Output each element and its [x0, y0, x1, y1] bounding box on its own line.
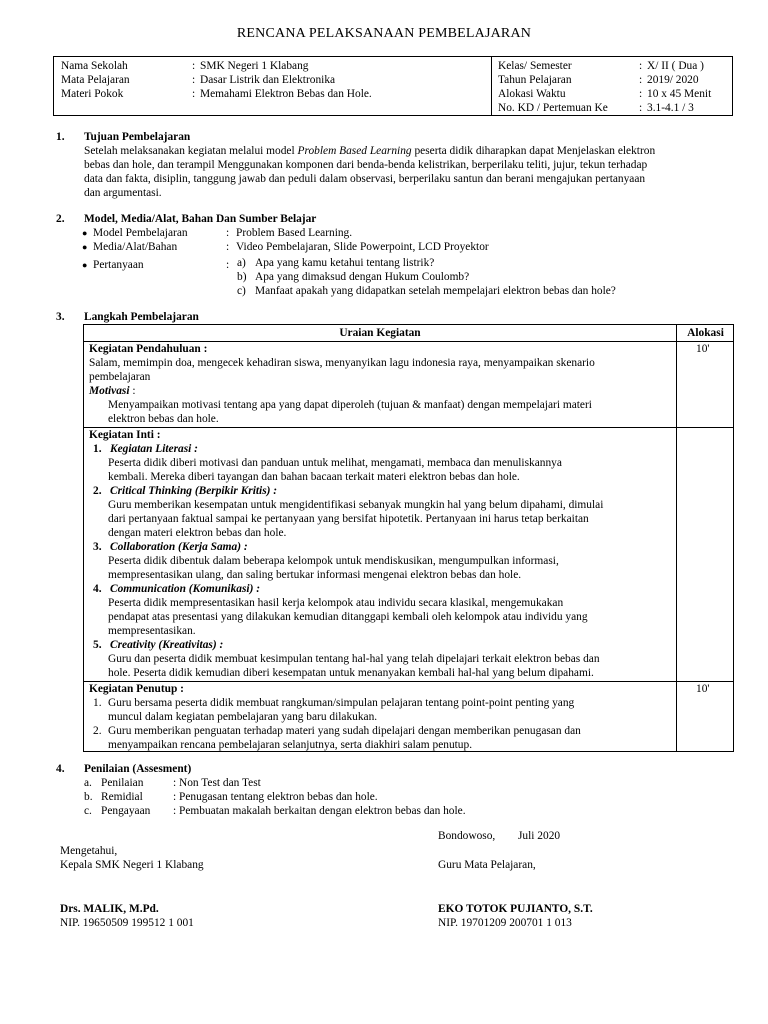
- principal-name: Drs. MALIK, M.Pd.: [60, 903, 159, 915]
- section-learning-objectives: [56, 130, 736, 204]
- assessment-label: Remidial: [101, 791, 143, 803]
- identity-right-column: [492, 57, 732, 115]
- time-value: 10 x 45 Menit: [647, 88, 712, 100]
- principal-title: Kepala SMK Negeri 1 Klabang: [60, 859, 204, 871]
- closing-number: 1.: [93, 697, 102, 709]
- class-value: X/ II ( Dua ): [647, 60, 704, 72]
- section-title: Penilaian (Assesment): [84, 763, 192, 775]
- step-line: hole. Peserta didik kemudian diberi kesempatan untuk menanyakan kembali hal-hal yang belum dipahami.: [108, 667, 594, 679]
- text-run: peserta didik diharapkan dapat Menjelaskan elektron: [411, 145, 656, 157]
- step-title-collaboration: Collaboration (Kerja Sama) :: [110, 541, 248, 553]
- bullet-icon: ●: [82, 242, 88, 252]
- question-letter: a): [237, 257, 246, 269]
- opening-line: pembelajaran: [89, 371, 151, 383]
- time-label: Alokasi Waktu: [498, 88, 566, 100]
- bullet-icon: ●: [82, 260, 88, 270]
- step-line: mempresentasikan ulang, dan saling bertukar informasi mengenai elektron bebas dan hole.: [108, 569, 522, 581]
- step-line: Peserta didik mempresentasikan hasil kerja kelompok atau individu secara klasikal, mengemukakan: [108, 597, 564, 609]
- question-text: Apa yang kamu ketahui tentang listrik?: [255, 257, 435, 269]
- teacher-nip: NIP. 19701209 200701 1 013: [438, 917, 572, 929]
- class-label: Kelas/ Semester: [498, 60, 572, 72]
- principal-nip: NIP. 19650509 199512 1 001: [60, 917, 194, 929]
- step-line: Guru memberikan kesempatan untuk mengidentifikasi sebanyak mungkin hal yang belum dipahami, dimulai: [108, 499, 604, 511]
- year-label: Tahun Pelajaran: [498, 74, 572, 86]
- column-divider: [676, 325, 677, 751]
- closing-line: Guru bersama peserta didik membuat rangkuman/simpulan pelajaran tentang point-point penting yang: [108, 697, 575, 709]
- section-assessment: [56, 762, 736, 820]
- model-name: Problem Based Learning: [297, 145, 412, 157]
- question-text: Manfaat apakah yang didapatkan setelah mempelajari elektron bebas dan hole?: [255, 285, 616, 297]
- acknowledged-label: Mengetahui,: [60, 845, 118, 857]
- assessment-label: Penilaian: [101, 777, 144, 789]
- step-number: 3.: [93, 541, 102, 553]
- step-line: kembali. Mereka diberi tayangan dan bahan bacaan terkait materi elektron bebas dan hole.: [108, 471, 520, 483]
- identity-table: [53, 56, 733, 116]
- teacher-name: EKO TOTOK PUJIANTO, S.T.: [438, 903, 593, 915]
- colon: :: [192, 74, 196, 86]
- activity-table: [83, 324, 734, 752]
- step-line: pendapat atas presentasi yang dilakukan kemudian ditanggapi kembali oleh kelompok atau individu yang: [108, 611, 588, 623]
- section-model-media: [56, 212, 736, 302]
- section-title: Langkah Pembelajaran: [84, 311, 199, 323]
- motivation-colon: :: [129, 385, 136, 397]
- step-line: Peserta didik dibentuk dalam beberapa kelompok untuk mendiskusikan, mengumpulkan informasi,: [108, 555, 559, 567]
- step-title-critical-thinking: Critical Thinking (Berpikir Kritis) :: [110, 485, 278, 497]
- identity-left-column: [54, 57, 492, 115]
- bullet-icon: ●: [82, 228, 88, 238]
- colon: :: [226, 241, 230, 253]
- item-label: Media/Alat/Bahan: [93, 241, 178, 253]
- teacher-title: Guru Mata Pelajaran,: [438, 859, 536, 871]
- step-line: Peserta didik diberi motivasi dan panduan untuk melihat, mengamati, membaca dan menuliskannya: [108, 457, 562, 469]
- row-divider: [84, 427, 733, 428]
- step-number: 1.: [93, 443, 102, 455]
- motivation-line: Menyampaikan motivasi tentang apa yang dapat diperoleh (tujuan & manfaat) dengan mempelajari materi: [108, 399, 592, 411]
- colon: :: [639, 60, 643, 72]
- section-number: 3.: [56, 311, 65, 323]
- section-learning-steps: [56, 310, 736, 324]
- closing-line: menyampaikan rencana pembelajaran selanjutnya, serta diakhiri salam penutup.: [108, 739, 473, 751]
- section-title: Model, Media/Alat, Bahan Dan Sumber Belajar: [84, 213, 317, 225]
- colon: :: [192, 60, 196, 72]
- subject-label: Mata Pelajaran: [61, 74, 130, 86]
- step-line: mempresentasikan.: [108, 625, 196, 637]
- question-letter: c): [237, 285, 246, 297]
- kd-label: No. KD / Pertemuan Ke: [498, 102, 608, 114]
- section-number: 1.: [56, 131, 65, 143]
- assessment-value: : Penugasan tentang elektron bebas dan hole.: [173, 791, 378, 803]
- closing-line: muncul dalam kegiatan pembelajaran yang baru dilakukan.: [108, 711, 378, 723]
- motivation-title: Motivasi: [89, 385, 130, 397]
- question-letter: b): [237, 271, 247, 283]
- objective-line: bebas dan hole, dan terampil Menggunakan komponen dari benda-benda kelistrikan, berperilaku teliti, jujur, tekun terhadap: [84, 159, 648, 171]
- column-header-allocation: Alokasi: [687, 327, 724, 339]
- school-label: Nama Sekolah: [61, 60, 128, 72]
- closing-line: Guru memberikan penguatan terhadap materi yang sudah dipelajari dengan memberikan penugasan dan: [108, 725, 581, 737]
- item-label: Model Pembelajaran: [93, 227, 188, 239]
- question-text: Apa yang dimaksud dengan Hukum Coulomb?: [255, 271, 470, 283]
- step-title-communication: Communication (Komunikasi) :: [110, 583, 261, 595]
- text-run: Setelah melaksanakan kegiatan melalui model: [84, 145, 298, 157]
- colon: :: [226, 227, 230, 239]
- assessment-value: : Pembuatan makalah berkaitan dengan elektron bebas dan hole.: [173, 805, 466, 817]
- item-label: Pertanyaan: [93, 259, 144, 271]
- step-number: 2.: [93, 485, 102, 497]
- step-title-literacy: Kegiatan Literasi :: [110, 443, 198, 455]
- step-line: Guru dan peserta didik membuat kesimpulan tentang hal-hal yang telah dipelajari terkait elektron bebas dan: [108, 653, 600, 665]
- step-line: dari pertanyaan faktual sampai ke pertanyaan yang bersifat hipotetik. Pertanyaan ini harus tetap berkaitan: [108, 513, 589, 525]
- opening-allocation: 10': [696, 343, 710, 355]
- assessment-letter: a.: [84, 777, 92, 789]
- item-value: Video Pembelajaran, Slide Powerpoint, LCD Proyektor: [236, 241, 489, 253]
- step-title-creativity: Creativity (Kreativitas) :: [110, 639, 224, 651]
- colon: :: [226, 259, 230, 271]
- motivation-label: [89, 384, 136, 398]
- section-title: Tujuan Pembelajaran: [84, 131, 191, 143]
- subject-value: Dasar Listrik dan Elektronika: [200, 74, 336, 86]
- assessment-value: : Non Test dan Test: [173, 777, 261, 789]
- objective-line: [84, 144, 655, 158]
- core-activity-title: Kegiatan Inti :: [89, 429, 161, 441]
- closing-activity-title: Kegiatan Penutup :: [89, 683, 184, 695]
- closing-allocation: 10': [696, 683, 710, 695]
- topic-label: Materi Pokok: [61, 88, 124, 100]
- kd-value: 3.1-4.1 / 3: [647, 102, 694, 114]
- objective-line: dan argumentasi.: [84, 187, 162, 199]
- closing-number: 2.: [93, 725, 102, 737]
- colon: :: [639, 88, 643, 100]
- assessment-label: Pengayaan: [101, 805, 151, 817]
- step-number: 4.: [93, 583, 102, 595]
- assessment-letter: c.: [84, 805, 92, 817]
- step-number: 5.: [93, 639, 102, 651]
- column-header-activity: Uraian Kegiatan: [339, 327, 421, 339]
- item-value: Problem Based Learning.: [236, 227, 353, 239]
- school-value: SMK Negeri 1 Klabang: [200, 60, 309, 72]
- colon: :: [192, 88, 196, 100]
- opening-line: Salam, memimpin doa, mengecek kehadiran siswa, menyanyikan lagu indonesia raya, menyampaikan skenario: [89, 357, 595, 369]
- colon: :: [639, 102, 643, 114]
- colon: :: [639, 74, 643, 86]
- step-line: dengan materi elektron bebas dan hole.: [108, 527, 287, 539]
- motivation-line: elektron bebas dan hole.: [108, 413, 219, 425]
- assessment-letter: b.: [84, 791, 93, 803]
- place-city: Bondowoso,: [438, 830, 496, 842]
- year-value: 2019/ 2020: [647, 74, 699, 86]
- section-number: 2.: [56, 213, 65, 225]
- opening-activity-title: Kegiatan Pendahuluan :: [89, 343, 208, 355]
- topic-value: Memahami Elektron Bebas dan Hole.: [200, 88, 372, 100]
- objective-line: data dan fakta, disiplin, tanggung jawab dan peduli dalam observasi, berperilaku santun dan berani mengajukan pertanyaan: [84, 173, 646, 185]
- document-title: RENCANA PELAKSANAAN PEMBELAJARAN: [236, 26, 532, 41]
- place-date: Juli 2020: [518, 830, 561, 842]
- section-number: 4.: [56, 763, 65, 775]
